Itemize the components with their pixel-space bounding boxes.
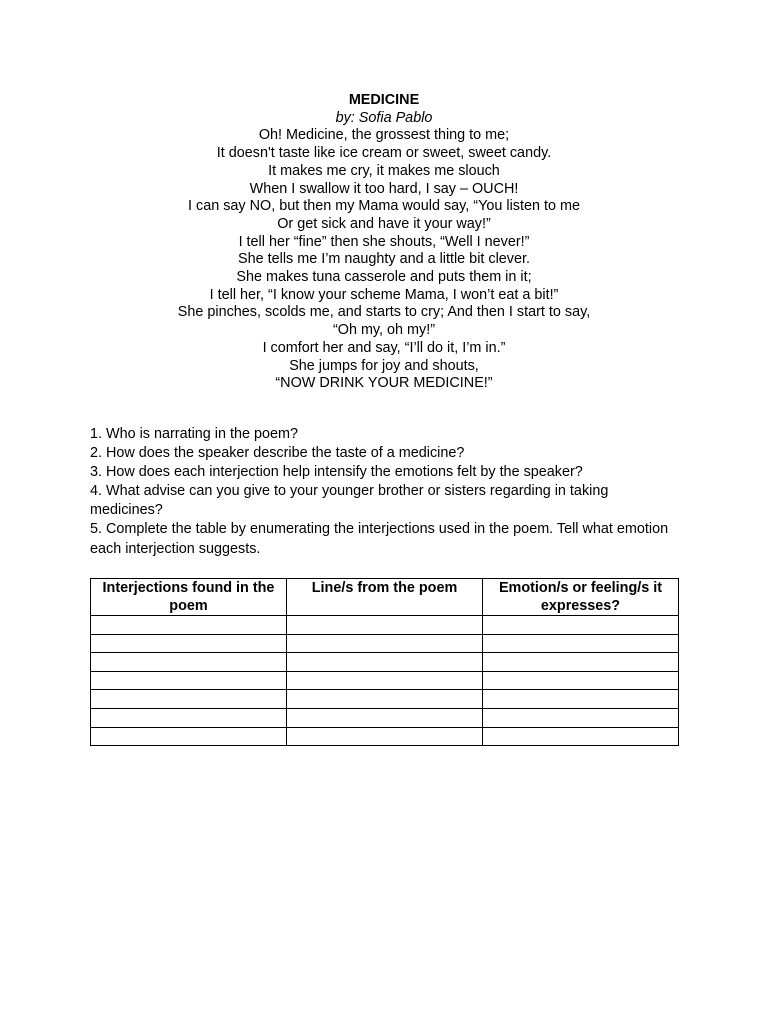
table-cell[interactable] — [483, 671, 679, 690]
poem-line: I can say NO, but then my Mama would say, “You listen to me — [188, 198, 580, 215]
table-cell[interactable] — [91, 708, 287, 727]
poem-line: It doesn't taste like ice cream or sweet, sweet candy. — [216, 145, 552, 162]
table-cell[interactable] — [483, 727, 679, 746]
poem-line: I comfort her and say, “I’ll do it, I’m in.” — [262, 339, 506, 356]
table-row — [91, 616, 679, 635]
table-cell[interactable] — [91, 690, 287, 709]
table-row — [91, 690, 679, 709]
table-row — [91, 634, 679, 653]
header-lines: Line/s from the poem — [287, 579, 483, 616]
poem-line: She tells me I’m naughty and a little bit clever. — [238, 251, 530, 268]
table-cell[interactable] — [287, 690, 483, 709]
table-cell[interactable] — [483, 690, 679, 709]
table-cell[interactable] — [483, 616, 679, 635]
poem-author: by: Sofia Pablo — [335, 109, 433, 126]
table-cell[interactable] — [287, 653, 483, 672]
poem-line: She makes tuna casserole and puts them in it; — [236, 269, 532, 286]
table-cell[interactable] — [91, 671, 287, 690]
poem-line: I tell her “fine” then she shouts, “Well I never!” — [238, 233, 530, 250]
poem-line: Oh! Medicine, the grossest thing to me; — [258, 127, 510, 144]
poem-line: “Oh my, oh my!” — [332, 322, 436, 339]
question-5: 5. Complete the table by enumerating the interjections used in the poem. Tell what emotion each interjection suggests. — [90, 521, 669, 557]
table-cell[interactable] — [91, 634, 287, 653]
table-cell[interactable] — [287, 634, 483, 653]
header-interjections: Interjections found in the poem — [91, 579, 287, 616]
poem-line: When I swallow it too hard, I say – OUCH! — [249, 180, 519, 197]
question-3: 3. How does each interjection help intensify the emotions felt by the speaker? — [90, 464, 583, 481]
header-emotions: Emotion/s or feeling/s it expresses? — [483, 579, 679, 616]
table-row — [91, 708, 679, 727]
table-row — [91, 727, 679, 746]
table-cell[interactable] — [483, 708, 679, 727]
table-cell[interactable] — [287, 708, 483, 727]
poem-title: MEDICINE — [348, 92, 420, 108]
interjection-table — [90, 578, 679, 746]
question-1: 1. Who is narrating in the poem? — [90, 426, 298, 442]
table-row — [91, 653, 679, 672]
poem-line: Or get sick and have it your way!” — [277, 215, 491, 232]
table-cell[interactable] — [483, 634, 679, 653]
table-row — [91, 671, 679, 690]
poem-line: I tell her, “I know your scheme Mama, I won’t eat a bit!” — [209, 286, 559, 303]
poem-line: It makes me cry, it makes me slouch — [268, 162, 500, 179]
question-list — [90, 425, 680, 559]
question-2: 2. How does the speaker describe the taste of a medicine? — [90, 445, 465, 462]
table-cell[interactable] — [287, 671, 483, 690]
poem — [0, 92, 768, 393]
poem-line: “NOW DRINK YOUR MEDICINE!” — [275, 375, 493, 392]
table-cell[interactable] — [91, 653, 287, 672]
table-header-row — [91, 579, 679, 616]
table-cell[interactable] — [287, 616, 483, 635]
poem-line: She pinches, scolds me, and starts to cry; And then I start to say, — [177, 304, 591, 321]
table-cell[interactable] — [287, 727, 483, 746]
table-cell[interactable] — [91, 616, 287, 635]
poem-line: She jumps for joy and shouts, — [289, 357, 479, 374]
table-cell[interactable] — [91, 727, 287, 746]
table-cell[interactable] — [483, 653, 679, 672]
question-4: 4. What advise can you give to your younger brother or sisters regarding in taking medicines? — [90, 483, 609, 519]
